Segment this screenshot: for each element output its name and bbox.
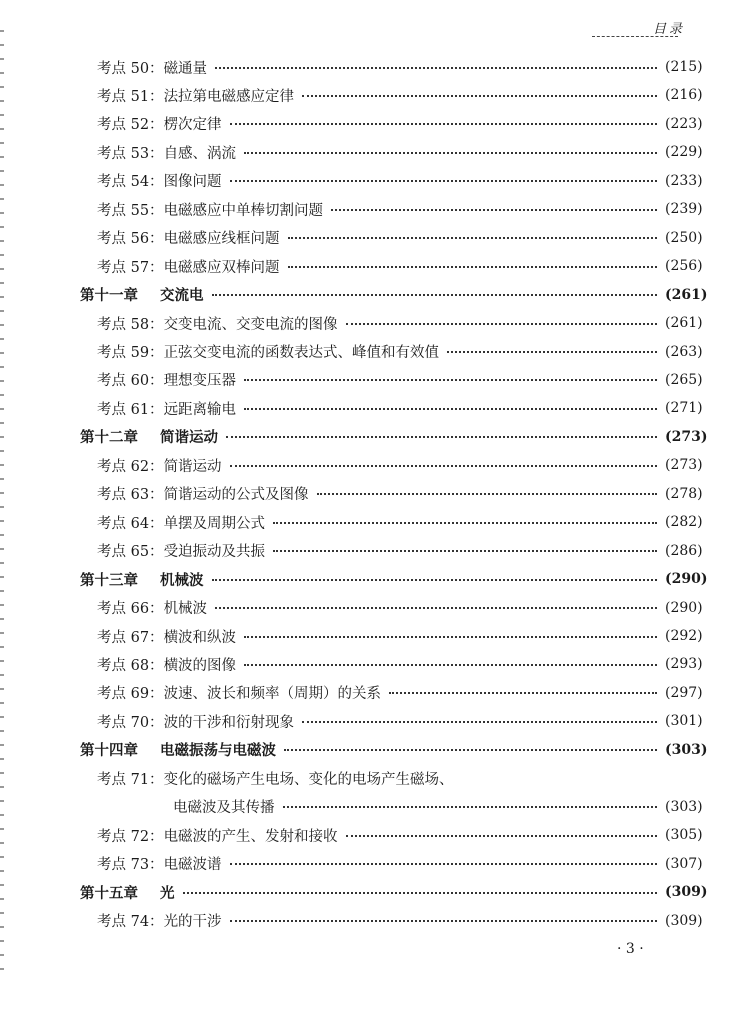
entry-title: 法拉第电磁感应定律: [163, 88, 295, 105]
entry-title: 光: [160, 884, 175, 902]
entry-page-number: (250): [665, 229, 703, 246]
entry-title: 图像问题: [163, 174, 222, 191]
toc-entry[interactable]: [0, 539, 735, 563]
point-number: 考点 51：: [97, 88, 164, 105]
toc-entry[interactable]: [0, 510, 735, 534]
point-number: 考点 59：: [97, 345, 164, 361]
point-number: 考点 70：: [97, 714, 164, 731]
dot-leader: [230, 862, 657, 865]
point-number: 考点 72：: [97, 828, 164, 845]
toc-entry-continuation[interactable]: [0, 795, 735, 819]
toc-entry[interactable]: [0, 254, 735, 278]
point-number: 考点 74：: [97, 914, 164, 930]
entry-title: 受迫振动及共振: [163, 544, 266, 561]
entry-title: 磁通量: [163, 60, 208, 77]
entry-title: 理想变压器: [163, 373, 237, 390]
toc-entry[interactable]: [0, 340, 735, 364]
toc-chapter-entry[interactable]: [0, 425, 735, 449]
toc-entry[interactable]: [0, 169, 735, 193]
dot-leader: [447, 350, 657, 353]
toc-entry[interactable]: [0, 709, 735, 733]
point-number: 考点 56：: [97, 231, 164, 248]
entry-page-number: (215): [665, 59, 703, 75]
point-number: 考点 67：: [97, 629, 164, 646]
entry-page-number: (223): [665, 115, 703, 132]
toc-chapter-entry[interactable]: [0, 567, 735, 591]
dot-leader: [230, 122, 657, 125]
header-rule: [592, 36, 678, 37]
entry-title: 简谐运动: [163, 458, 222, 475]
point-number: 考点 69：: [97, 686, 164, 703]
entry-title: 单摆及周期公式: [163, 515, 266, 532]
dot-leader: [288, 265, 657, 268]
entry-page-number: (307): [665, 855, 703, 872]
dot-leader: [230, 464, 657, 467]
entry-page-number: (309): [665, 884, 708, 901]
entry-page-number: (216): [665, 87, 703, 104]
point-number: 考点 65：: [97, 544, 164, 561]
toc-entry[interactable]: [0, 112, 735, 136]
entry-page-number: (293): [665, 656, 703, 673]
entry-title: 电磁感应线框问题: [163, 231, 280, 248]
entry-page-number: (290): [665, 599, 703, 616]
toc-entry[interactable]: [0, 197, 735, 221]
toc-chapter-entry[interactable]: [0, 738, 735, 762]
entry-title: 自感、涡流: [163, 145, 237, 162]
point-number: 考点 62：: [97, 458, 164, 475]
dot-leader: [244, 635, 657, 638]
dot-leader: [244, 378, 657, 381]
toc-entry[interactable]: [0, 624, 735, 648]
entry-page-number: (292): [665, 628, 703, 644]
entry-title: 波的干涉和衍射现象: [163, 714, 295, 731]
entry-title: 变化的磁场产生电场、变化的电场产生磁场、: [163, 771, 454, 788]
point-number: 考点 52：: [97, 117, 164, 134]
entry-page-number: (290): [665, 571, 708, 588]
toc-entry[interactable]: [0, 596, 735, 620]
dot-leader: [244, 151, 657, 154]
entry-page-number: (261): [665, 286, 708, 303]
dot-leader: [346, 322, 657, 325]
point-number: 考点 68：: [97, 657, 164, 674]
entry-page-number: (273): [665, 428, 708, 445]
entry-page-number: (273): [665, 457, 703, 474]
point-number: 考点 54：: [97, 174, 164, 191]
point-number: 考点 73：: [97, 857, 164, 874]
toc-entry[interactable]: [0, 823, 735, 847]
entry-page-number: (278): [665, 485, 703, 502]
entry-title: 横波和纵波: [163, 629, 237, 646]
page-number: · 3 ·: [617, 941, 644, 957]
point-number: 考点 58：: [97, 316, 164, 333]
entry-title: 正弦交变电流的函数表达式、峰值和有效值: [163, 345, 440, 361]
entry-title: 交变电流、交变电流的图像: [163, 316, 338, 333]
chapter-number: 第十四章: [80, 742, 138, 760]
running-header: 目录: [652, 22, 685, 37]
entry-title: 简谐运动: [160, 429, 218, 447]
dot-leader: [244, 407, 657, 410]
entry-title: 电磁感应中单棒切割问题: [163, 202, 324, 219]
dot-leader: [212, 293, 658, 296]
dot-leader: [273, 549, 657, 552]
entry-title: 横波的图像: [163, 657, 237, 674]
point-number: 考点 53：: [97, 145, 164, 162]
toc-entry[interactable]: [0, 226, 735, 250]
entry-page-number: (286): [665, 542, 703, 559]
point-number: 考点 61：: [97, 401, 164, 418]
entry-title: 机械波: [163, 601, 208, 618]
dot-leader: [183, 891, 658, 894]
point-number: 考点 63：: [97, 487, 164, 504]
entry-page-number: (309): [665, 912, 703, 929]
toc-entry[interactable]: [0, 681, 735, 705]
entry-title: 楞次定律: [163, 117, 222, 134]
chapter-number: 第十二章: [80, 429, 138, 447]
dot-leader: [331, 208, 657, 211]
point-number: 考点 60：: [97, 373, 164, 390]
entry-title: 简谐运动的公式及图像: [163, 487, 309, 504]
dot-leader: [230, 919, 657, 922]
toc-entry[interactable]: [0, 140, 735, 164]
dot-leader: [230, 179, 657, 182]
chapter-number: 第十五章: [80, 884, 138, 902]
dot-leader: [389, 691, 657, 694]
entry-title: 机械波: [160, 571, 204, 589]
point-number: 考点 57：: [97, 259, 164, 276]
entry-page-number: (256): [665, 258, 703, 275]
toc-chapter-entry[interactable]: [0, 880, 735, 904]
dot-leader: [346, 834, 657, 837]
dot-leader: [317, 492, 657, 495]
point-number: 考点 71：: [97, 771, 164, 788]
point-number: 考点 55：: [97, 202, 164, 219]
entry-title: 波速、波长和频率（周期）的关系: [163, 686, 382, 703]
entry-title: 交流电: [160, 287, 204, 305]
toc-entry[interactable]: [0, 368, 735, 392]
entry-title: 电磁振荡与电磁波: [160, 742, 276, 760]
entry-page-number: (297): [665, 684, 703, 701]
toc-entry[interactable]: [0, 652, 735, 676]
entry-page-number: (301): [665, 713, 703, 730]
toc-entry[interactable]: [0, 55, 735, 79]
entry-page-number: (303): [665, 741, 708, 758]
entry-title: 电磁波谱: [163, 857, 222, 874]
dot-leader: [302, 94, 657, 97]
toc-chapter-entry[interactable]: [0, 283, 735, 307]
entry-page-number: (263): [665, 343, 703, 360]
chapter-number: 第十一章: [80, 287, 138, 305]
point-number: 考点 50：: [97, 60, 164, 77]
entry-page-number: (305): [665, 827, 703, 844]
toc-entry[interactable]: [0, 852, 735, 876]
toc-entry[interactable]: [0, 482, 735, 506]
dot-leader: [244, 663, 657, 666]
dot-leader: [288, 236, 657, 239]
entry-page-number: (282): [665, 514, 703, 531]
entry-page-number: (265): [665, 371, 703, 388]
entry-page-number: (303): [665, 798, 703, 815]
entry-title: 远距离输电: [163, 401, 237, 418]
entry-title: 电磁波及其传播: [173, 800, 275, 817]
entry-title: 光的干涉: [163, 914, 222, 930]
dot-leader: [302, 720, 657, 723]
dot-leader: [215, 66, 657, 69]
dot-leader: [284, 748, 657, 751]
toc-entry[interactable]: [0, 909, 735, 933]
toc-entry[interactable]: [0, 311, 735, 335]
entry-title: 电磁波的产生、发射和接收: [163, 828, 338, 845]
toc-entry[interactable]: [0, 766, 735, 790]
dot-leader: [212, 578, 658, 581]
point-number: 考点 64：: [97, 515, 164, 532]
toc-entry[interactable]: [0, 453, 735, 477]
entry-page-number: (233): [665, 172, 703, 189]
toc-entry[interactable]: [0, 83, 735, 107]
point-number: 考点 66：: [97, 601, 164, 618]
entry-page-number: (229): [665, 144, 703, 161]
entry-title: 电磁感应双棒问题: [163, 259, 280, 276]
toc-entry[interactable]: [0, 396, 735, 420]
dot-leader: [226, 435, 657, 438]
dot-leader: [215, 606, 657, 609]
dot-leader: [273, 521, 657, 524]
dot-leader: [283, 805, 658, 808]
entry-page-number: (261): [665, 315, 703, 332]
chapter-number: 第十三章: [80, 571, 138, 589]
entry-page-number: (239): [665, 201, 703, 218]
entry-page-number: (271): [665, 400, 703, 417]
